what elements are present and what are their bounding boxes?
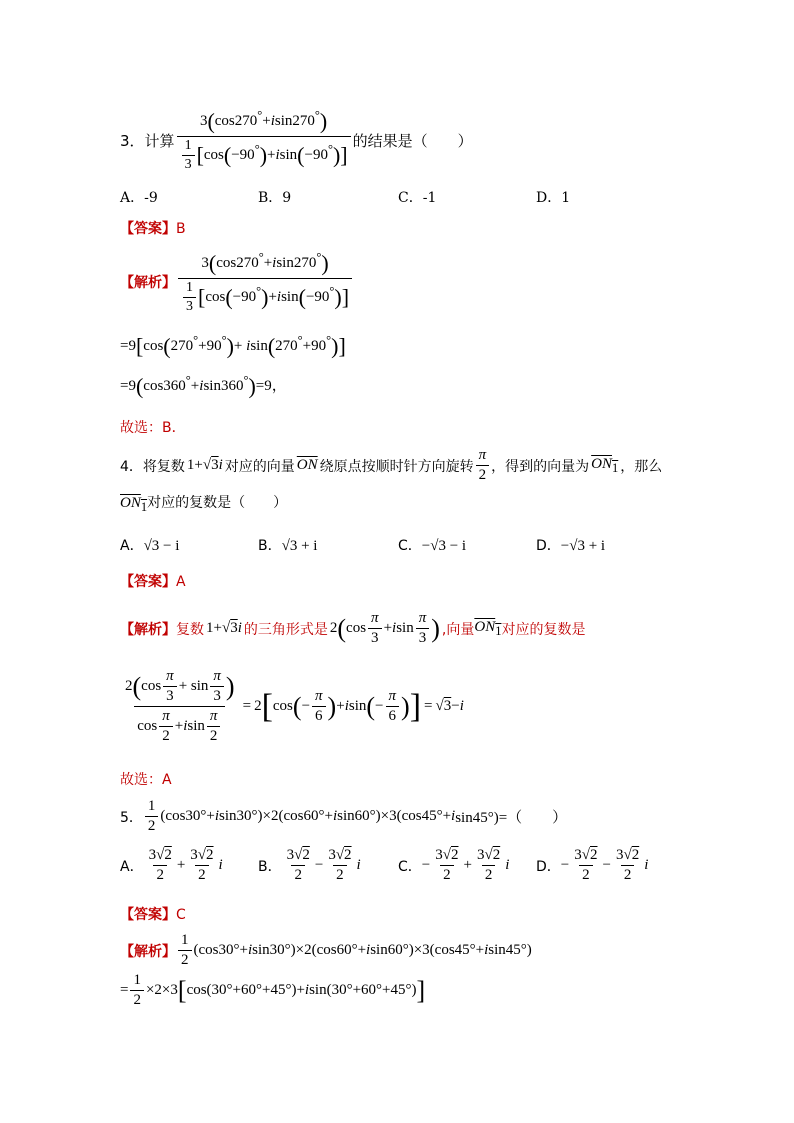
q3-den-coef: $\frac{1}{3}$ — [182, 138, 195, 173]
q4-angle: $\frac{\pi}{2}$ — [476, 447, 490, 484]
q4-big-fraction: 2 ( cos $\frac{\pi}{3}$ + sin $\frac{\pi}{3}$ ) cos $\frac{\pi}{2}$ + i sin $\frac{\pi}{2}$ — [125, 668, 235, 744]
q4-trig-form: 2 ( cos $\frac{\pi}{3}$ + i sin $\frac{\pi}{3}$ ) — [329, 610, 440, 646]
q3-answer: 【答案】B — [120, 221, 186, 237]
q3-option-a: A．-9 — [120, 190, 158, 206]
q3-suffix: 的结果是（ ） — [352, 131, 473, 150]
q3-stem — [120, 108, 473, 173]
q4-complex: 1+√3i — [186, 457, 223, 473]
q5-answer: 【答案】C — [120, 907, 186, 923]
q5-option-b: B． $\frac{3√2}{2}$ − $\frac{3√2}{2}$ i — [258, 847, 361, 883]
q5-option-d: D． − $\frac{3√2}{2}$ − $\frac{3√2}{2}$ i — [536, 847, 649, 883]
q3-analysis-tag: 【解析】 — [120, 275, 176, 292]
q4-answer: 【答案】A — [120, 574, 186, 590]
q3-numerator: 3(cos270°+isin270°) — [199, 108, 328, 134]
q3-analysis-fraction: 3(cos270°+isin270°) $\frac{1}{3}$ [cos(−90°)+isin(−90°)] — [178, 250, 352, 315]
q4-option-c: C．−√3 − i — [398, 538, 467, 554]
q3-denominator: $\frac{1}{3}$ [cos(−90°)+isin(−90°)] — [177, 136, 351, 173]
q4-analysis: 【解析】 复数 1+√3i 的三角形式是 2 ( cos $\frac{\pi}{3}$ + i sin $\frac{\pi}{3}$ ) ,向量 $ON_1$ 对应的复数是 — [120, 610, 586, 646]
q3-option-b: B．9 — [258, 190, 292, 206]
q3-step2: =9(cos360°+isin360°)=9， — [120, 373, 287, 399]
q5-option-c: C． − $\frac{3√2}{2}$ + $\frac{3√2}{2}$ i — [398, 847, 510, 883]
q4-conclusion: 故选：A — [120, 772, 172, 788]
q4-option-d: D．−√3 + i — [536, 538, 606, 554]
q3-option-c: C．-1 — [398, 190, 437, 206]
q4-stem-line2: $ON_1$对应的复数是（ ） — [120, 495, 288, 514]
q3-analysis — [120, 250, 354, 315]
q4-option-b: B．√3 + i — [258, 538, 318, 554]
q3-number: 3． — [120, 131, 145, 150]
q5-analysis: 【解析】 $\frac{1}{2}$ (cos30°+ i sin30°)×2(cos60°+ i sin60°)×3(cos45°+ i sin45°) — [120, 932, 532, 968]
q5-stem: 5． $\frac{1}{2}$ (cos30°+ i sin30°)×2(cos60°+ i sin60°)×3(cos45°+ i sin45°)=（ ） — [120, 798, 568, 834]
q3-fraction — [177, 108, 351, 173]
q3-prefix: 计算 — [144, 131, 175, 150]
q4-vector-on1: $ON_1$ — [591, 455, 619, 475]
q5-option-a: A． $\frac{3√2}{2}$ + $\frac{3√2}{2}$ i — [120, 847, 223, 883]
q3-conclusion: 故选：B． — [120, 420, 186, 436]
q4-stem-line1: 4． 将复数 1+√3i 对应的向量 $\overline{ON}$ 绕原点按顺时针方向旋转 $\frac{\pi}{2}$ ，得到的向量为 $ON_1$ ，那么 — [120, 447, 663, 483]
q5-step1: = $\frac{1}{2}$ ×2×3 [ cos(30°+60°+45°)+ i sin(30°+60°+45°) ] — [120, 972, 426, 1008]
q4-vector-on: $\overline{ON}$ — [296, 457, 318, 473]
q3-option-d: D．1 — [536, 190, 571, 206]
q4-big-equation: 2 ( cos $\frac{\pi}{3}$ + sin $\frac{\pi}{3}$ ) cos $\frac{\pi}{2}$ + i sin $\frac{\pi}{2}$ = 2 [ cos ( − $\frac{\pi}{6}$ ) + i sin ( − $\frac{\pi}{6}$ ) ] = √ 3 − i — [120, 668, 464, 745]
q4-option-a: A．√3 − i — [120, 538, 180, 554]
q3-step1: =9[cos(270°+90°)+ isin(270°+90°)] — [120, 333, 346, 359]
